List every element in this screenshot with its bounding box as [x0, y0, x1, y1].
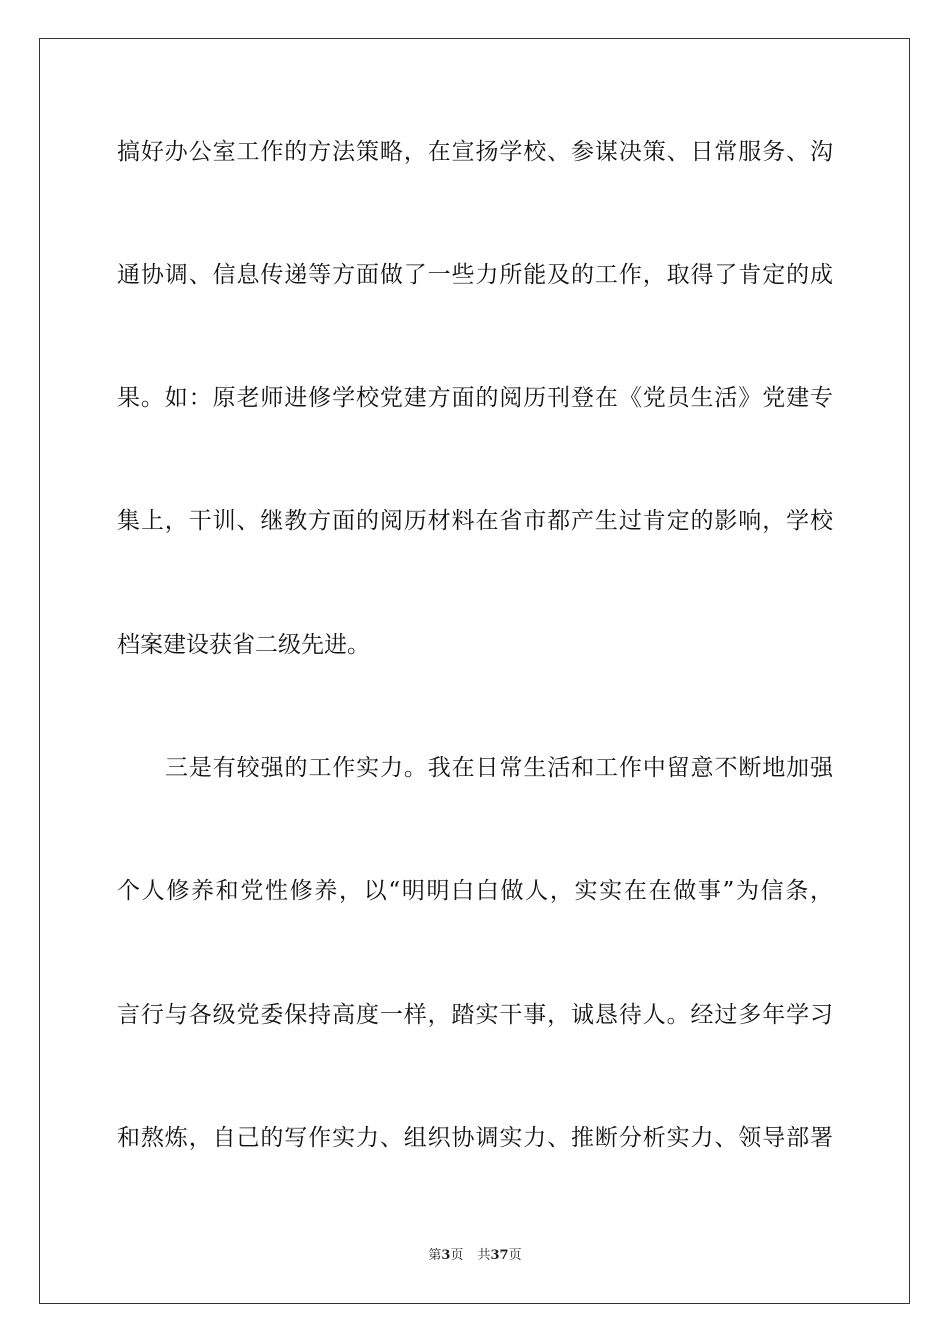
text-line-7: 个人修养和党性修养，以“明明白白做人，实实在在做事”为信条， — [117, 878, 833, 904]
total-suffix: 页 — [508, 1248, 522, 1263]
page-suffix: 页 — [450, 1248, 464, 1263]
text-line-4: 集上，干训、继教方面的阅历材料在省市都产生过肯定的影响，学校 — [117, 508, 833, 534]
text-line-6: 三是有较强的工作实力。我在日常生活和工作中留意不断地加强 — [165, 755, 833, 781]
page-footer — [0, 1248, 950, 1264]
text-line-5: 档案建设获省二级先进。 — [117, 632, 370, 658]
text-line-8: 言行与各级党委保持高度一样，踏实干事，诚恳待人。经过多年学习 — [117, 1002, 833, 1028]
page-border — [39, 38, 910, 1304]
total-pages: 37 — [490, 1248, 509, 1263]
total-prefix: 共 — [477, 1248, 491, 1263]
text-line-1: 搞好办公室工作的方法策略，在宣扬学校、参谋决策、日常服务、沟 — [117, 139, 833, 165]
page-number: 3 — [441, 1248, 451, 1263]
text-line-2: 通协调、信息传递等方面做了一些力所能及的工作，取得了肯定的成 — [117, 262, 833, 288]
page-prefix: 第 — [428, 1248, 442, 1263]
text-line-3: 果。如：原老师进修学校党建方面的阅历刊登在《党员生活》党建专 — [117, 385, 833, 411]
text-line-9: 和熬炼，自己的写作实力、组织协调实力、推断分析实力、领导部署 — [117, 1125, 833, 1151]
